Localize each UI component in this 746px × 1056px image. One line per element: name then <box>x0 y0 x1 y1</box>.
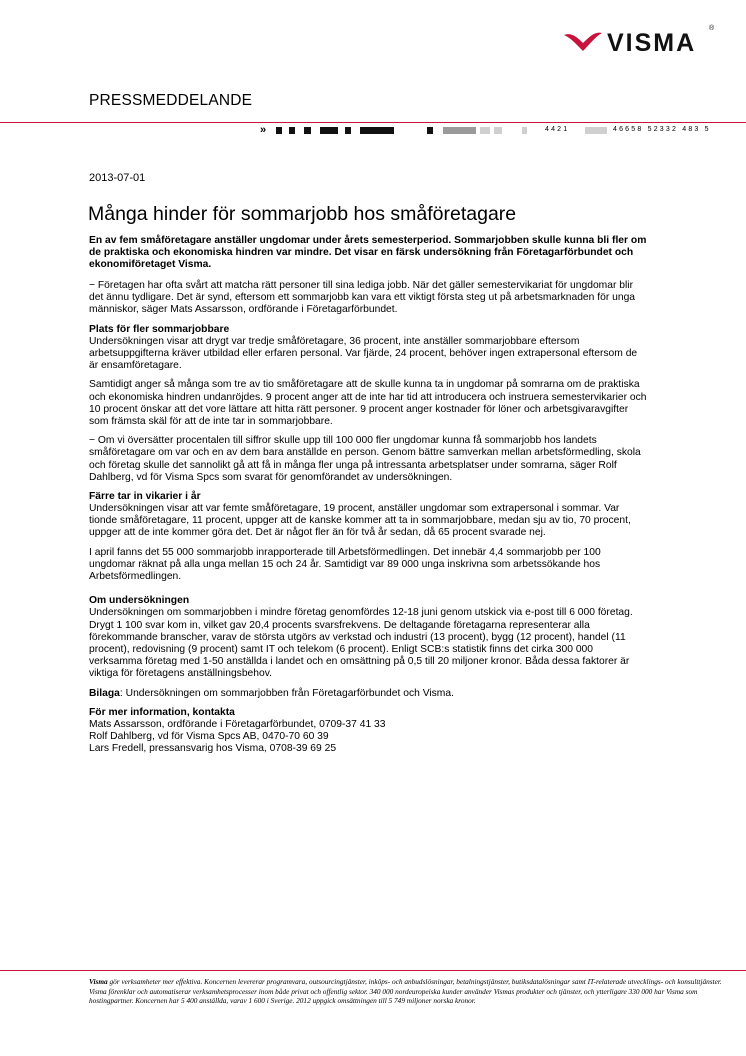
section-heading: Färre tar in vikarier i år <box>89 491 201 503</box>
visma-logo <box>563 25 718 61</box>
barcode-number: 46658 52332 483 5 <box>613 126 711 133</box>
chevron-right-icon: » <box>260 124 266 136</box>
barcode-block <box>480 127 490 134</box>
barcode-block <box>289 127 295 134</box>
barcode-block <box>427 127 433 134</box>
attachment-line <box>89 688 649 700</box>
paragraph: − Om vi översätter procentalen till siffror skulle upp till 100 000 fler ungdomar kunna få sommarjobb hos landets småföretagare om var och en av dem bara anställde en person. Genom bättre samverkan mellan arbetsförmedling, skola och företag skulle det sannolikt gå att få in många fler unga på intressanta arbetsplatser under somrarna, säger Rolf Dahlberg, vd för Visma Spcs som svarat för genomförandet av undersökningen. <box>89 435 641 483</box>
visma-logo-text: VISMA <box>607 29 697 57</box>
section-heading: Plats för fler sommarjobbare <box>89 323 230 335</box>
contact-line: Lars Fredell, pressansvarig hos Visma, 0708-39 69 25 <box>89 743 337 755</box>
press-title: Många hinder för sommarjobb hos småföretagare <box>88 203 517 225</box>
press-body <box>89 235 649 755</box>
footer-description: gör verksamheter mer effektiva. Koncernen levererar programvara, outsourcingtjänster, inköps- och anbudslösningar, betalningstjänster, butiksdatalösningar samt IT-relaterade utvecklings- och konsulttjänster. Visma förenklar och automatiserar verksamhetsprocesser inom både privat och offentlig sektor. 340 000 nordeuropeiska kunder använder Vismas produkter och tjänster, och ytterligare 330 000 har Visma som hostingpartner. Koncernen har 5 400 anställda, varav 1 600 i Sverige. 2012 uppgick omsättningen till 5 749 miljoner norska kronor. <box>89 977 722 1006</box>
paragraph: Samtidigt anger så många som tre av tio småföretagare att de skulle kunna ta in ungdomar på somrarna om de praktiska och ekonomiska hindren undanröjdes. 9 procent anger att de inte har tid att introducera och instruera semestervikarier och 10 procent önskar att det vore lättare att hitta rätt personer. 9 procent anger kostnader för löner och arbetsgivaravgifter som främsta skäl för att de inte tar in sommarjobbare. <box>89 379 647 427</box>
barcode-block <box>522 127 527 134</box>
barcode-block <box>585 127 607 134</box>
press-date: 2013-07-01 <box>89 172 146 184</box>
barcode-block <box>276 127 282 134</box>
barcode-block <box>345 127 351 134</box>
contact-line: Mats Assarsson, ordförande i Företagarförbundet, 0709-37 41 33 <box>89 719 386 731</box>
barcode-block <box>320 127 338 134</box>
paragraph: Undersökningen visar att drygt var tredje småföretagare, 36 procent, inte anställer sommarjobbare eftersom arbetsuppgifterna kräver utbildad eller erfaren personal. Var fjärde, 24 procent, behöver ingen extrapersonal eftersom de är ensamföretagare. <box>89 335 638 371</box>
contact-line: Rolf Dahlberg, vd för Visma Spcs AB, 0470-70 60 39 <box>89 731 329 743</box>
document-type: PRESSMEDDELANDE <box>89 92 253 109</box>
barcode-block <box>443 127 476 134</box>
barcode-block <box>304 127 311 134</box>
section-heading: Om undersökningen <box>89 595 190 607</box>
visma-swoosh-icon <box>563 29 603 53</box>
registered-mark: ® <box>709 25 715 32</box>
contact-heading: För mer information, kontakta <box>89 707 235 719</box>
barcode-number: 4421 <box>545 126 570 133</box>
barcode-block <box>360 127 394 134</box>
paragraph: I april fanns det 55 000 sommarjobb inrapporterade till Arbetsförmedlingen. Det innebär 4,4 sommarjobb per 100 ungdomar räknat på alla unga mellan 15 och 24 år. Samtidigt var 89 000 unga inskrivna som arbetssökande hos Arbetsförmedlingen. <box>89 547 601 583</box>
attachment-label: Bilaga <box>89 687 120 699</box>
lead-paragraph: En av fem småföretagare anställer ungdomar under årets semesterperiod. Sommarjobben skulle kunna bli fler om de praktiska och ekonomiska hindren var mindre. Det visar en färsk undersökning från Företagarförbundet och ekonomiföretaget Visma. <box>89 235 647 271</box>
paragraph: Undersökningen visar att var femte småföretagare, 19 procent, anställer ungdomar som extrapersonal i sommar. Var tionde småföretagare, 11 procent, uppger att de kanske kommer att ta in sommarjobbare, medan sju av tio, 70 procent, uppger att de inte kommer göra det. Det är något fler än för två år sedan, då 65 procent svarade nej. <box>89 503 631 539</box>
barcode-block <box>494 127 502 134</box>
footer-divider <box>0 970 746 971</box>
paragraph: − Företagen har ofta svårt att matcha rätt personer till sina lediga jobb. När det gäller semestervikariat för ungdomar blir det ännu tydligare. Det är synd, eftersom ett sommarjobb kan vara ett viktigt första steg ut på arbetsmarknaden för unga människor, säger Mats Assarsson, ordförande i Företagarförbundet. <box>89 279 636 315</box>
header-divider <box>0 122 746 123</box>
footer-brand: Visma <box>89 977 108 986</box>
paragraph: Undersökningen om sommarjobben i mindre företag genomfördes 12-18 juni genom utskick via e-post till 6 000 företag. Drygt 1 100 svar kom in, vilket gav 20,4 procents svarsfrekvens. De deltagande företagarna representerar alla förekommande branscher, varav de största utgörs av verkstad och industri (13 procent), bygg (12 procent), handel (11 procent), redovisning (9 procent) samt IT och telekom (6 procent). Enligt SCB:s statistik finns det cirka 300 000 verksamma företag med 1-50 anställda i landet och en omsättning på 0,5 till 20 miljoner kronor. Båda dessa faktorer är viktiga för företagens anställningsbehov. <box>89 607 633 679</box>
barcode-strip <box>0 124 746 138</box>
attachment-text: : Undersökningen om sommarjobben från Företagarförbundet och Visma. <box>119 687 454 699</box>
footer-text <box>89 977 729 1006</box>
